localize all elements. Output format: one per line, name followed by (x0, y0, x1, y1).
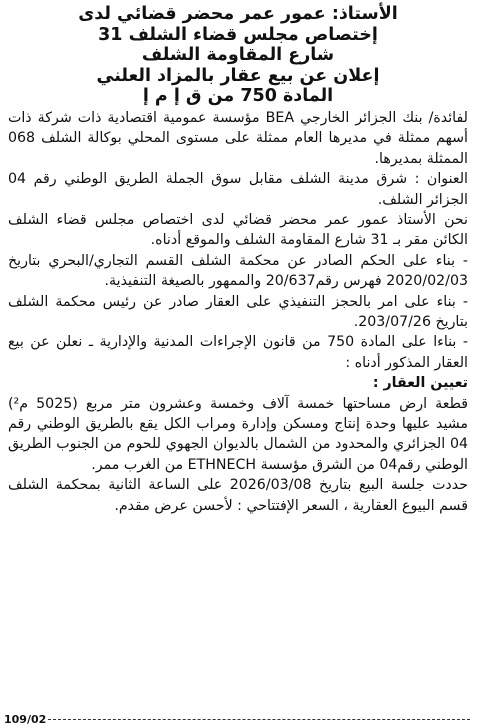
paragraph-bailiff: نحن الأستاذ عمور عمر محضر قضائي لدى اختصاص مجلس قضاء الشلف الكائن مقر بـ 31 شارع المقاومة الشلف والموقع أدناه. (8, 212, 468, 249)
header-line-title: إعلان عن بيع عقار بالمزاد العلني (96, 65, 380, 86)
announcement-body (8, 108, 468, 516)
paragraph-property-heading: تعيين العقار : (372, 375, 468, 392)
paragraph-seizure-order: - بناء على امر بالحجز التنفيذي على العقار صادر عن رئيس محكمة الشلف بتاريخ 203/07/26. (8, 293, 468, 331)
header-line-article: المادة 750 من ق إ م إ (142, 86, 334, 107)
header-line-jurisdiction: إختصاص مجلس قضاء الشلف 31 (98, 24, 378, 45)
header-line-bailiff: الأستاذ: عمور عمر محضر قضائي لدى (78, 4, 398, 24)
announcement-header (8, 4, 468, 107)
paragraph-sale-session: حددت جلسة البيع بتاريخ 2026/03/08 على الساعة الثانية بمحكمة الشلف قسم البيوع العقارية ، السعر الإفتتاحي : لأحسن عرض مقدم. (8, 477, 468, 514)
header-line-address: شارع المقاومة الشلف (141, 45, 335, 66)
paragraph-property-description: قطعة ارض مساحتها خمسة آلاف وخمسة وعشرون متر مربع (5025 م²) مشيد عليها وحدة إنتاج ومسكن وإدارة ومراب الكل يقع بالطريق الوطني رقم 04 الجزائري والمحدود من الشمال بالديوان الجهوي للحوم من الجنوب الطريق الوطني رقم04 من الشرق مؤسسة ETHNECH من الغرب ممر. (8, 395, 469, 473)
paragraph-address: العنوان : شرق مدينة الشلف مقابل سوق الجملة الطريق الوطني رقم 04 الجزائر الشلف. (8, 171, 468, 208)
paragraph-beneficiary: لفائدة/ بنك الجزائر الخارجي BEA مؤسسة عمومية اقتصادية ذات شركة ذات أسهم ممثلة في مديرها العام ممثلة على مستوى المحلي بوكالة الشلف 068 الممثلة بمديرها. (8, 109, 468, 167)
footer-divider (48, 719, 470, 720)
paragraph-judgment: - بناء على الحكم الصادر عن محكمة الشلف القسم التجاري/البحري بتاريخ 2020/02/03 فهرس رقم20/637 والممهور بالصيغة التنفيذية. (8, 252, 468, 290)
footer-code: 109/02 (4, 713, 47, 726)
paragraph-article-750: - بناءا على المادة 750 من قانون الإجراءات المدنية والإدارية ـ نعلن عن بيع العقار المذكور أدناه : (8, 334, 468, 371)
